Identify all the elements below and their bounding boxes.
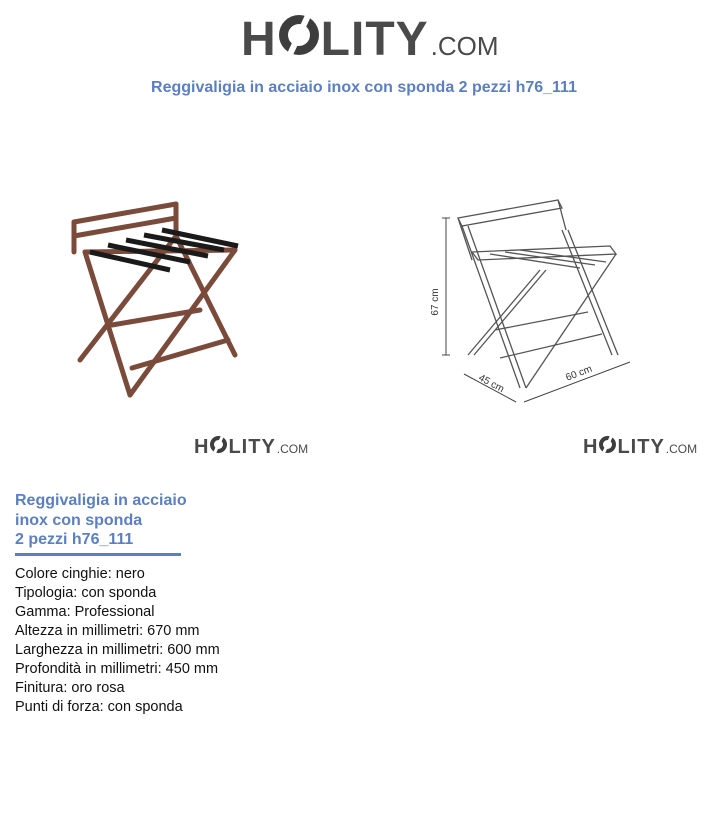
product-name	[15, 491, 215, 550]
section-divider	[15, 553, 181, 556]
logo-tld: .COM	[276, 442, 309, 456]
spec-item-tipologia: Tipologia: con sponda	[15, 585, 157, 601]
logo-text-lity: LITY	[228, 436, 276, 458]
image-watermark-logo	[583, 436, 697, 459]
logo-o-icon	[599, 436, 616, 453]
spec-item-finitura: Finitura: oro rosa	[15, 680, 125, 696]
spec-item-profondita: Profondità in millimetri: 450 mm	[15, 661, 219, 677]
logo-text-lity: LITY	[617, 436, 665, 458]
dimension-width-label: 60 cm	[564, 363, 594, 384]
brand-logo[interactable]	[241, 12, 499, 67]
spec-item-punti-di-forza: Punti di forza: con sponda	[15, 699, 183, 715]
image-watermark-logo	[194, 436, 308, 459]
page-title: Reggivaligia in acciaio inox con sponda 2 pezzi h76_111	[151, 79, 577, 96]
dimension-height-label: 67 cm	[430, 288, 441, 316]
spec-item-altezza: Altezza in millimetri: 670 mm	[15, 623, 200, 639]
product-name-line: inox con sponda	[15, 511, 143, 529]
logo-o-icon	[210, 436, 227, 453]
logo-text-h: H	[241, 13, 277, 66]
product-name-line: Reggivaligia in acciaio	[15, 492, 187, 509]
logo-tld: .COM	[430, 31, 499, 61]
logo-text-lity: LITY	[320, 13, 429, 66]
spec-item-larghezza: Larghezza in millimetri: 600 mm	[15, 642, 220, 658]
luggage-rack-line-drawing	[420, 190, 640, 410]
logo-tld: .COM	[665, 442, 698, 456]
product-name-line: 2 pezzi h76_111	[15, 531, 134, 548]
logo-text-h: H	[583, 436, 599, 458]
spec-list	[15, 565, 220, 717]
spec-item-gamma: Gamma: Professional	[15, 604, 155, 620]
spec-item-colore-cinghie: Colore cinghie: nero	[15, 566, 145, 582]
logo-text-h: H	[194, 436, 210, 458]
logo-o-icon	[279, 15, 319, 55]
dimension-depth-label: 45 cm	[476, 372, 506, 396]
luggage-rack-photo	[60, 190, 250, 405]
